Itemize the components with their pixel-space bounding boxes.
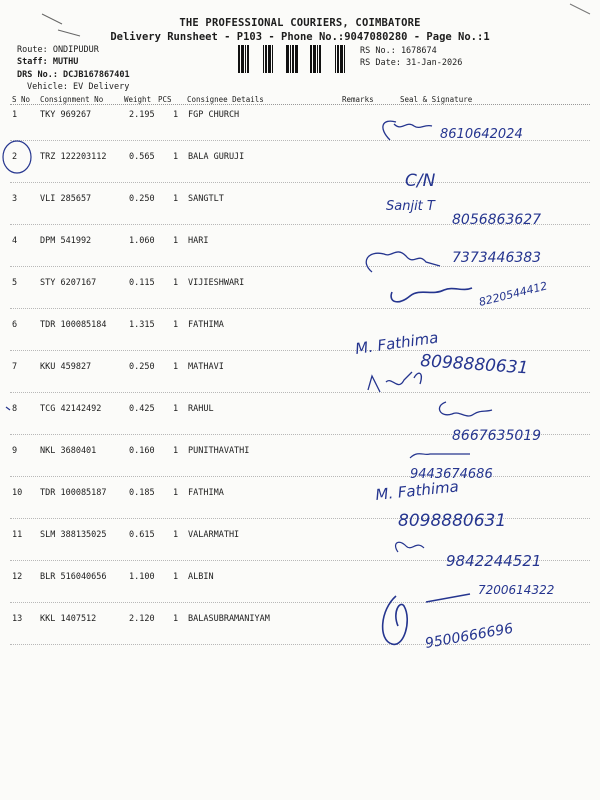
rs-date-text: RS Date: 31-Jan-2026 [360, 58, 463, 68]
row-sno: 5 [12, 278, 18, 288]
staff-text: Staff: MUTHU [17, 57, 79, 67]
phone-note-5: 8220544412 [477, 279, 549, 309]
row-pcs: 1 [173, 320, 179, 330]
row-divider [10, 644, 590, 645]
barcode-bar [290, 45, 291, 73]
row-consignee: FGP CHURCH [188, 110, 240, 120]
row-consignee: BALA GURUJI [188, 152, 245, 162]
row-weight: 0.115 [129, 278, 155, 288]
table-row [0, 110, 600, 152]
barcode-bar [310, 45, 312, 73]
col-weight: Weight [124, 95, 152, 104]
row-consignment: NKL 3680401 [40, 446, 97, 456]
phone-note-11: 9842244521 [446, 552, 542, 570]
rs-no-text: RS No.: 1678674 [360, 46, 437, 56]
row-weight: 0.185 [129, 488, 155, 498]
row-weight: 0.615 [129, 530, 155, 540]
row-consignment: STY 6207167 [40, 278, 97, 288]
row-consignee: FATHIMA [188, 320, 224, 330]
barcode-bar [265, 45, 267, 73]
row-pcs: 1 [173, 446, 179, 456]
company-title: THE PROFESSIONAL COURIERS, COIMBATORE [179, 17, 421, 29]
row-divider [10, 140, 590, 141]
row-consignment: VLI 285657 [40, 194, 92, 204]
table-row [0, 278, 600, 320]
row-consignment: TRZ 122203112 [40, 152, 107, 162]
row-pcs: 1 [173, 362, 179, 372]
row-consignee: RAHUL [188, 404, 214, 414]
phone-note-13: 9500666696 [423, 620, 515, 652]
row-weight: 0.250 [129, 194, 155, 204]
barcode-bar [337, 45, 339, 73]
col-remarks: Remarks [342, 95, 374, 104]
row-divider [10, 224, 590, 225]
row-pcs: 1 [173, 236, 179, 246]
runsheet-subtitle: Delivery Runsheet - P103 - Phone No.:9047080280 - Page No.:1 [110, 31, 490, 43]
row-weight: 1.060 [129, 236, 155, 246]
row-pcs: 1 [173, 404, 179, 414]
barcode-bar [238, 45, 240, 73]
row-divider [10, 560, 590, 561]
row-divider [10, 266, 590, 267]
row-consignee: VALARMATHI [188, 530, 240, 540]
row-consignment: DPM 541992 [40, 236, 92, 246]
row-pcs: 1 [173, 110, 179, 120]
route-text: Route: ONDIPUDUR [17, 45, 99, 55]
phone-note-9a: 8667635019 [452, 428, 542, 444]
row-sno: 8 [12, 404, 18, 414]
phone-note-1: 8610642024 [440, 127, 523, 142]
row-weight: 0.160 [129, 446, 155, 456]
table-row [0, 320, 600, 362]
phone-note-6: 8098880631 [419, 351, 529, 379]
row-consignee: FATHIMA [188, 488, 224, 498]
col-sno: S No [12, 95, 31, 104]
row-sno: 3 [12, 194, 18, 204]
fathima-signature-2: M. Fathima [374, 477, 460, 504]
row-sno: 11 [12, 530, 23, 540]
row-pcs: 1 [173, 572, 179, 582]
phone-note-2: 8056863627 [452, 212, 542, 228]
row-sno: 9 [12, 446, 18, 456]
row-weight: 0.250 [129, 362, 155, 372]
barcode-bar [292, 45, 294, 73]
row-consignment: KKL 1407512 [40, 614, 97, 624]
row-consignment: TDR 100085184 [40, 320, 107, 330]
table-row [0, 488, 600, 530]
row-divider [10, 434, 590, 435]
table-row [0, 572, 600, 614]
row-weight: 1.100 [129, 572, 155, 582]
vehicle-text: Vehicle: EV Delivery [27, 82, 130, 92]
table-row [0, 152, 600, 194]
row-weight: 0.425 [129, 404, 155, 414]
barcode-bar [340, 45, 343, 73]
row-consignment: KKU 459827 [40, 362, 92, 372]
phone-note-9b: 9443674686 [410, 467, 493, 482]
cn-note: C/N [405, 171, 436, 191]
barcode-bar [263, 45, 264, 73]
barcode-bar [319, 45, 321, 73]
barcode-bar [268, 45, 271, 73]
row-consignee: MATHAVI [188, 362, 224, 372]
row-sno: 6 [12, 320, 18, 330]
table-row [0, 236, 600, 278]
row-consignee: SANGTLT [188, 194, 224, 204]
row-sno: 4 [12, 236, 18, 246]
col-consignment: Consignment No [40, 95, 104, 104]
table-row [0, 194, 600, 236]
row-consignment: TCG 42142492 [40, 404, 102, 414]
barcode-bar [344, 45, 345, 73]
table-row [0, 614, 600, 656]
barcode-bar [295, 45, 298, 73]
row-divider [10, 392, 590, 393]
phone-note-4: 7373446383 [452, 250, 542, 266]
recipient-name-note: Sanjit T [386, 199, 435, 214]
row-sno: 1 [12, 110, 18, 120]
barcode-bar [286, 45, 289, 73]
barcode-bar [245, 45, 246, 73]
table-row [0, 530, 600, 572]
row-divider [10, 182, 590, 183]
row-divider [10, 308, 590, 309]
row-sno: 10 [12, 488, 23, 498]
header-divider [10, 104, 590, 105]
row-sno: 12 [12, 572, 23, 582]
row-consignment: TKY 969267 [40, 110, 92, 120]
col-pcs: PCS [158, 95, 172, 104]
row-consignee: BALASUBRAMANIYAM [188, 614, 270, 624]
barcode-bar [335, 45, 336, 73]
barcode-bar [241, 45, 244, 73]
barcode-bar [272, 45, 273, 73]
table-row [0, 362, 600, 404]
row-weight: 2.195 [129, 110, 155, 120]
row-weight: 0.565 [129, 152, 155, 162]
row-sno: 2 [12, 152, 18, 162]
barcode-image [232, 45, 356, 73]
barcode-bar [313, 45, 316, 73]
barcode-bar [247, 45, 249, 73]
row-consignee: HARI [188, 236, 209, 246]
row-divider [10, 602, 590, 603]
phone-note-10: 8098880631 [398, 511, 507, 531]
fathima-signature-1: M. Fathima [354, 328, 440, 358]
row-sno: 7 [12, 362, 18, 372]
table-row [0, 404, 600, 446]
row-divider [10, 476, 590, 477]
row-consignment: BLR 516040656 [40, 572, 107, 582]
row-consignment: SLM 388135025 [40, 530, 107, 540]
pen-mark-top-right [568, 2, 594, 18]
barcode-bar [317, 45, 318, 73]
row-divider [10, 350, 590, 351]
row-consignment: TDR 100085187 [40, 488, 107, 498]
drs-text: DRS No.: DCJB167867401 [17, 70, 130, 80]
row-consignee: VIJIESHWARI [188, 278, 245, 288]
row-pcs: 1 [173, 614, 179, 624]
row-consignee: PUNITHAVATHI [188, 446, 250, 456]
row-pcs: 1 [173, 530, 179, 540]
row-sno: 13 [12, 614, 23, 624]
row-weight: 2.120 [129, 614, 155, 624]
row-weight: 1.315 [129, 320, 155, 330]
row-pcs: 1 [173, 152, 179, 162]
table-row [0, 446, 600, 488]
row-pcs: 1 [173, 278, 179, 288]
row-divider [10, 518, 590, 519]
row-pcs: 1 [173, 194, 179, 204]
col-seal-signature: Seal & Signature [400, 95, 473, 104]
row-consignee: ALBIN [188, 572, 214, 582]
row-pcs: 1 [173, 488, 179, 498]
phone-note-12: 7200614322 [478, 583, 555, 597]
col-consignee: Consignee Details [187, 95, 264, 104]
